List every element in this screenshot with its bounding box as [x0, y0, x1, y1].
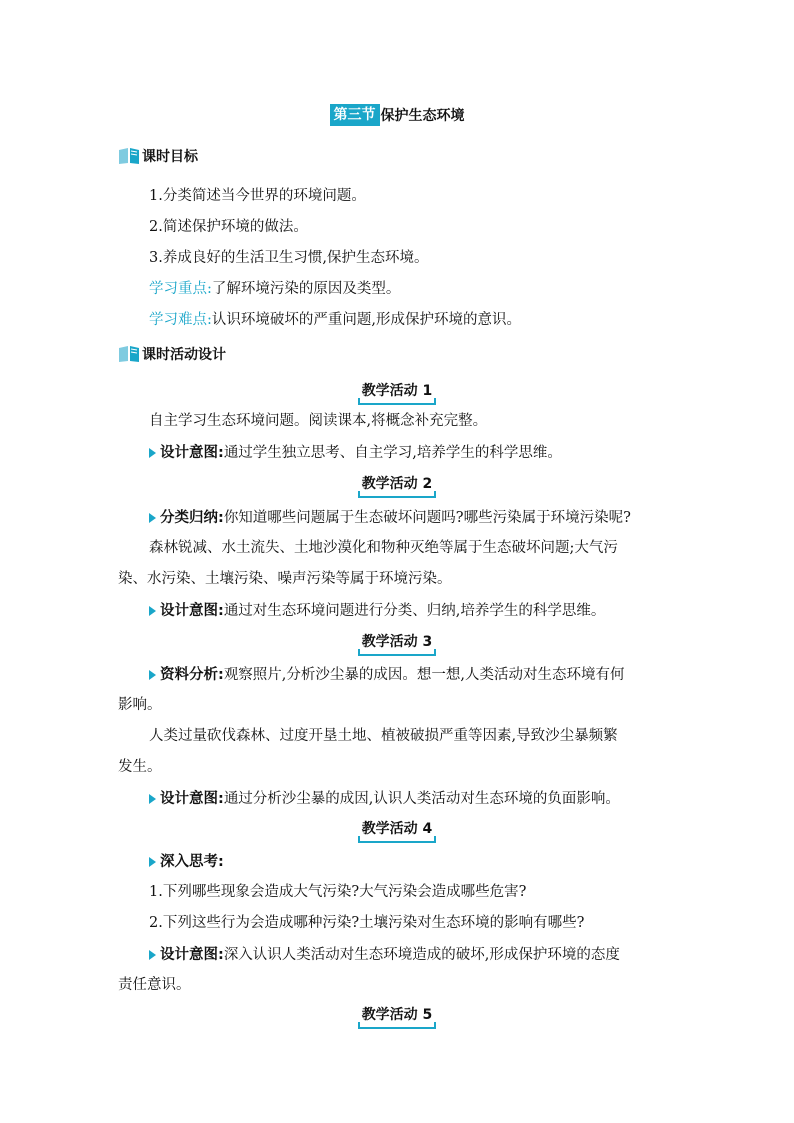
key-point: [149, 279, 400, 299]
triangle-icon: [149, 670, 156, 680]
intent-label: 设计意图:: [160, 445, 224, 461]
activity-question: [149, 852, 224, 872]
book-icon: [118, 345, 140, 363]
activity-question: [149, 665, 625, 685]
activity-title: 教学活动 4: [0, 818, 794, 843]
question-label: 分类归纳:: [160, 510, 224, 526]
design-intent: [149, 945, 620, 965]
activity-title: 教学活动 1: [0, 380, 794, 405]
activity-title: 教学活动 3: [0, 631, 794, 656]
answer-line: 发生。: [118, 759, 162, 775]
goals-heading-text: 课时目标: [142, 149, 198, 165]
key-point-text: 了解环境污染的原因及类型。: [211, 281, 401, 297]
activity-title: 教学活动 2: [0, 473, 794, 498]
intent-text: 通过分析沙尘暴的成因,认识人类活动对生态环境的负面影响。: [223, 791, 620, 807]
goal-item: 3.养成良好的生活卫生习惯,保护生态环境。: [149, 250, 429, 266]
section-title: 保护生态环境: [380, 108, 465, 124]
question-label: 深入思考:: [160, 854, 224, 870]
intent-line: 责任意识。: [118, 977, 191, 993]
design-intent: [149, 789, 620, 809]
triangle-icon: [149, 794, 156, 804]
activity-question: [149, 508, 631, 528]
triangle-icon: [149, 606, 156, 616]
answer-line: 人类过量砍伐森林、过度开垦土地、植被破损严重等因素,导致沙尘暴频繁: [149, 728, 618, 744]
question-text: 观察照片,分析沙尘暴的成因。想一想,人类活动对生态环境有何: [223, 667, 625, 683]
goals-heading: [118, 146, 198, 166]
book-icon: [118, 147, 140, 165]
intent-label: 设计意图:: [160, 603, 224, 619]
intent-text: 通过学生独立思考、自主学习,培养学生的科学思维。: [223, 445, 562, 461]
design-intent: [149, 601, 605, 621]
design-heading: [118, 344, 226, 364]
answer-line: 森林锐减、水土流失、土地沙漠化和物种灭绝等属于生态破坏问题;大气污: [149, 540, 618, 556]
intent-text: 通过对生态环境问题进行分类、归纳,培养学生的科学思维。: [223, 603, 606, 619]
intent-label: 设计意图:: [160, 947, 224, 963]
section-badge: 第三节: [330, 104, 380, 126]
activity-text: 自主学习生态环境问题。阅读课本,将概念补充完整。: [149, 413, 488, 429]
triangle-icon: [149, 950, 156, 960]
goal-item: 1.分类简述当今世界的环境问题。: [149, 188, 366, 204]
question-label: 资料分析:: [160, 667, 224, 683]
intent-label: 设计意图:: [160, 791, 224, 807]
section-title-row: [0, 104, 794, 126]
key-point-label: 学习重点:: [149, 281, 212, 297]
question-item: 1.下列哪些现象会造成大气污染?大气污染会造成哪些危害?: [149, 884, 527, 900]
hard-point-text: 认识环境破坏的严重问题,形成保护环境的意识。: [211, 312, 521, 328]
triangle-icon: [149, 857, 156, 867]
intent-text: 深入认识人类活动对生态环境造成的破坏,形成保护环境的态度: [223, 947, 620, 963]
hard-point-label: 学习难点:: [149, 312, 212, 328]
design-heading-text: 课时活动设计: [142, 347, 226, 363]
activity-title: 教学活动 5: [0, 1004, 794, 1029]
answer-line: 染、水污染、土壤污染、噪声污染等属于环境污染。: [118, 571, 452, 587]
question-line: 影响。: [118, 697, 162, 713]
design-intent: [149, 443, 562, 463]
goal-item: 2.简述保护环境的做法。: [149, 219, 308, 235]
triangle-icon: [149, 448, 156, 458]
triangle-icon: [149, 513, 156, 523]
question-text: 你知道哪些问题属于生态破坏问题吗?哪些污染属于环境污染呢?: [223, 510, 631, 526]
question-item: 2.下列这些行为会造成哪种污染?土壤污染对生态环境的影响有哪些?: [149, 915, 585, 931]
hard-point: [149, 310, 521, 330]
